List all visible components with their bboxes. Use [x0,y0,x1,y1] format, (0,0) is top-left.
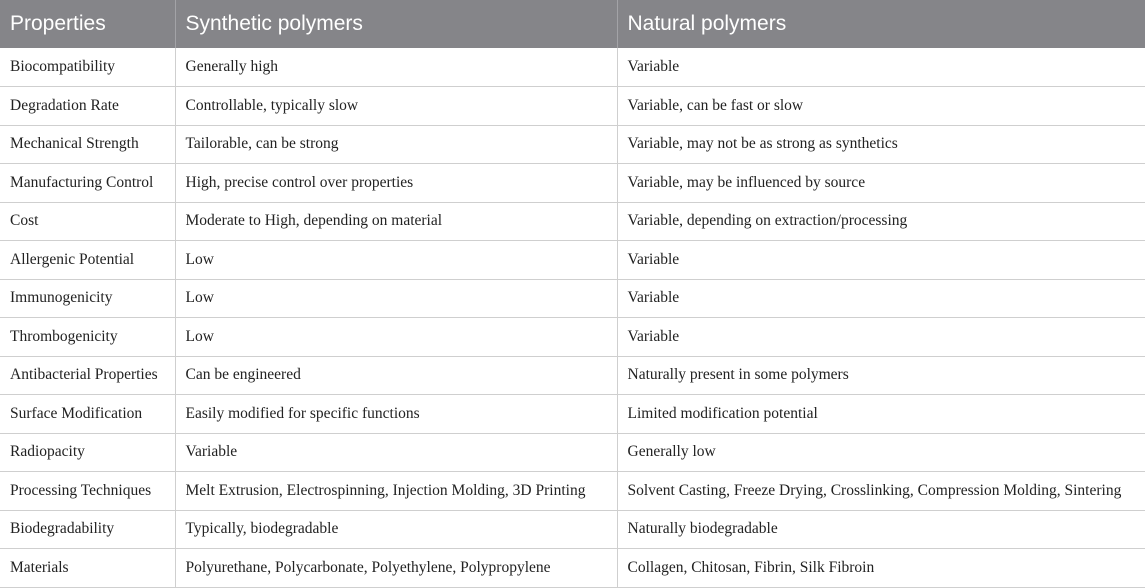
natural-cell: Variable [617,279,1145,318]
table-row [0,318,1145,357]
natural-cell: Variable, can be fast or slow [617,87,1145,126]
property-cell: Allergenic Potential [0,241,175,280]
synthetic-cell: Can be engineered [175,356,617,395]
synthetic-cell: Typically, biodegradable [175,510,617,549]
header-natural-polymers: Natural polymers [617,0,1145,48]
natural-cell: Variable, depending on extraction/processing [617,202,1145,241]
property-cell: Surface Modification [0,395,175,434]
table-row [0,87,1145,126]
table-row [0,279,1145,318]
natural-cell: Variable [617,48,1145,87]
table-row [0,241,1145,280]
property-cell: Processing Techniques [0,472,175,511]
property-cell: Materials [0,549,175,588]
natural-cell: Naturally present in some polymers [617,356,1145,395]
table-row [0,395,1145,434]
synthetic-cell: Variable [175,433,617,472]
property-cell: Antibacterial Properties [0,356,175,395]
table-row [0,433,1145,472]
synthetic-cell: Moderate to High, depending on material [175,202,617,241]
natural-cell: Variable, may be influenced by source [617,164,1145,203]
table-row [0,48,1145,87]
property-cell: Immunogenicity [0,279,175,318]
natural-cell: Limited modification potential [617,395,1145,434]
synthetic-cell: Easily modified for specific functions [175,395,617,434]
synthetic-cell: Polyurethane, Polycarbonate, Polyethylene, Polypropylene [175,549,617,588]
property-cell: Degradation Rate [0,87,175,126]
synthetic-cell: Tailorable, can be strong [175,125,617,164]
synthetic-cell: Controllable, typically slow [175,87,617,126]
table-row [0,472,1145,511]
property-cell: Radiopacity [0,433,175,472]
synthetic-cell: High, precise control over properties [175,164,617,203]
natural-cell: Variable, may not be as strong as synthetics [617,125,1145,164]
property-cell: Biocompatibility [0,48,175,87]
property-cell: Cost [0,202,175,241]
table-row [0,549,1145,588]
natural-cell: Naturally biodegradable [617,510,1145,549]
synthetic-cell: Low [175,279,617,318]
table-body [0,48,1145,587]
natural-cell: Variable [617,241,1145,280]
natural-cell: Solvent Casting, Freeze Drying, Crosslinking, Compression Molding, Sintering [617,472,1145,511]
table-row [0,164,1145,203]
table-row [0,202,1145,241]
table-header [0,0,1145,48]
synthetic-cell: Low [175,318,617,357]
natural-cell: Generally low [617,433,1145,472]
natural-cell: Variable [617,318,1145,357]
synthetic-cell: Generally high [175,48,617,87]
header-synthetic-polymers: Synthetic polymers [175,0,617,48]
header-properties: Properties [0,0,175,48]
property-cell: Mechanical Strength [0,125,175,164]
property-cell: Biodegradability [0,510,175,549]
synthetic-cell: Melt Extrusion, Electrospinning, Injection Molding, 3D Printing [175,472,617,511]
header-row [0,0,1145,48]
table-row [0,510,1145,549]
property-cell: Thrombogenicity [0,318,175,357]
synthetic-cell: Low [175,241,617,280]
natural-cell: Collagen, Chitosan, Fibrin, Silk Fibroin [617,549,1145,588]
table-row [0,125,1145,164]
table-row [0,356,1145,395]
property-cell: Manufacturing Control [0,164,175,203]
